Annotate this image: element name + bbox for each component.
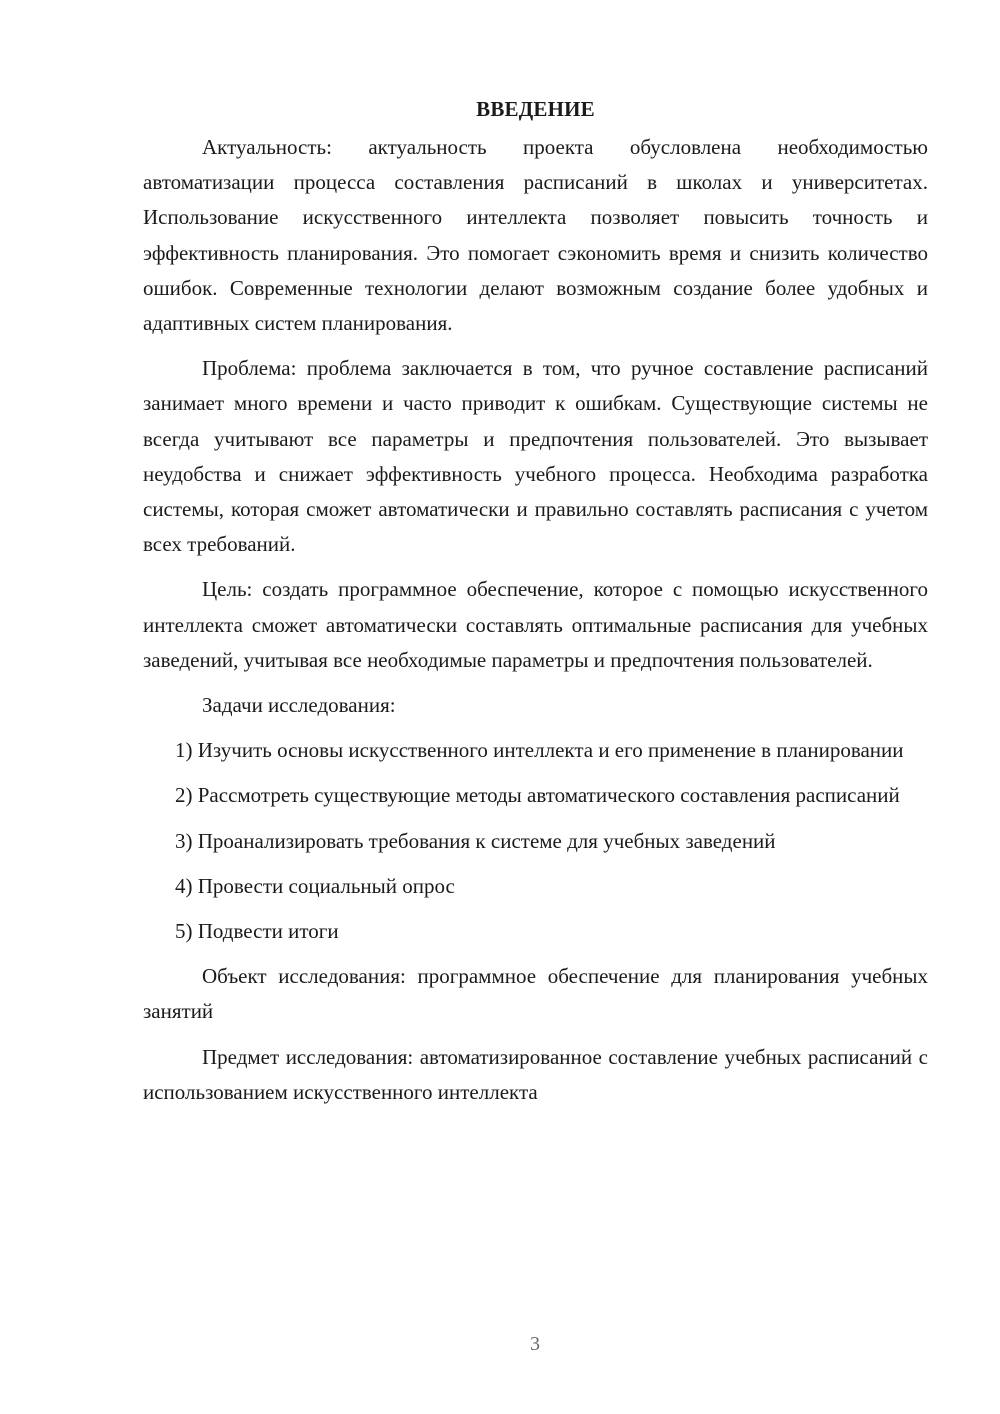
page-number: 3 bbox=[530, 1333, 540, 1355]
tasks-heading: Задачи исследования: bbox=[202, 693, 396, 718]
subject-paragraph: Предмет исследования: автоматизированное составление учебных расписаний с использованием искусственного интеллекта bbox=[143, 1044, 928, 1104]
task-item-1: 1) Изучить основы искусственного интеллекта и его применение в планировании bbox=[175, 738, 904, 763]
problem-paragraph: Проблема: проблема заключается в том, что ручное составление расписаний занимает много времени и часто приводит к ошибкам. Существующие системы не всегда учитывают все параметры и предпочтения пользователей. Это вызывает неудобства и снижает эффективность учебного процесса. Необходима разработка системы, которая сможет автоматически и правильно составлять расписания с учетом всех требований. bbox=[143, 356, 928, 557]
task-item-3: 3) Проанализировать требования к системе для учебных заведений bbox=[175, 828, 776, 853]
object-paragraph: Объект исследования: программное обеспечение для планирования учебных занятий bbox=[143, 964, 928, 1024]
section-title: ВВЕДЕНИЕ bbox=[476, 97, 595, 121]
relevance-paragraph: Актуальность: актуальность проекта обусловлена необходимостью автоматизации процесса составления расписаний в школах и университетах. Использование искусственного интеллекта позволяет повысить точность и эффективность планирования. Это помогает сэкономить время и снизить количество ошибок. Современные технологии делают возможным создание более удобных и адаптивных систем планирования. bbox=[143, 135, 928, 336]
goal-paragraph: Цель: создать программное обеспечение, которое с помощью искусственного интеллекта сможет автоматически составлять оптимальные расписания для учебных заведений, учитывая все необходимые параметры и предпочтения пользователей. bbox=[143, 577, 928, 672]
task-item-5: 5) Подвести итоги bbox=[175, 919, 339, 944]
task-item-2: 2) Рассмотреть существующие методы автоматического составления расписаний bbox=[175, 783, 900, 808]
task-item-4: 4) Провести социальный опрос bbox=[175, 873, 455, 898]
document-page bbox=[143, 92, 928, 1120]
